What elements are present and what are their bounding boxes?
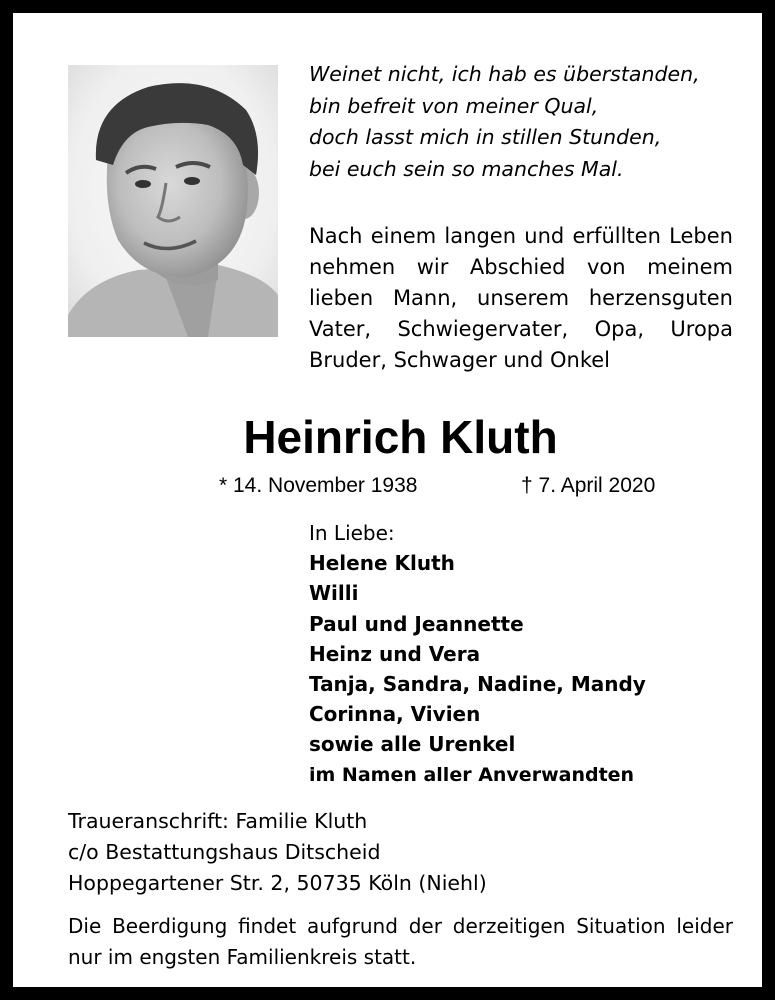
notice-line: Die Beerdigung findet aufgrund der derzeitigen Situation leider	[68, 914, 733, 938]
family-member: Corinna, Vivien	[309, 702, 481, 727]
poem-line: Weinet nicht, ich hab es überstanden,	[309, 62, 700, 86]
family-member: Willi	[309, 581, 359, 606]
deceased-name: Heinrich Kluth	[243, 411, 558, 463]
family-member: Heinz und Vera	[309, 641, 481, 666]
address-line: Traueranschrift: Familie Kluth	[68, 809, 368, 833]
family-member: Paul und Jeannette	[309, 611, 524, 636]
portrait-illustration	[68, 65, 278, 337]
farewell-line: Nach einem langen und erfüllten Leben	[309, 224, 733, 248]
family-signatures	[309, 518, 646, 790]
birth-date: * 14. November 1938	[219, 474, 418, 497]
farewell-line: Bruder, Schwager und Onkel	[309, 348, 611, 372]
family-member: Tanja, Sandra, Nadine, Mandy	[309, 672, 646, 697]
poem-line: doch lasst mich in stillen Stunden,	[309, 125, 662, 149]
family-heading: In Liebe:	[309, 521, 395, 545]
mourning-address	[68, 806, 487, 899]
farewell-line: nehmen wir Abschied von meinem	[309, 255, 733, 279]
funeral-notice	[68, 911, 733, 973]
family-member: sowie alle Urenkel	[309, 732, 516, 757]
poem-line: bei euch sein so manches Mal.	[309, 156, 624, 181]
death-date: † 7. April 2020	[521, 474, 656, 497]
portrait-photo	[68, 65, 278, 337]
address-line: c/o Bestattungshaus Ditscheid	[68, 840, 381, 864]
notice-line: nur im engsten Familienkreis statt.	[68, 945, 417, 969]
farewell-text	[309, 221, 733, 376]
address-line: Hoppegartener Str. 2, 50735 Köln (Niehl)	[68, 871, 487, 895]
memorial-poem	[309, 59, 739, 185]
poem-line: bin befreit von meiner Qual,	[309, 93, 599, 118]
farewell-line: lieben Mann, unserem herzensguten	[309, 286, 733, 310]
farewell-line: Vater, Schwiegervater, Opa, Uropa	[309, 317, 733, 341]
family-closing: im Namen aller Anverwandten	[309, 763, 635, 786]
family-member: Helene Kluth	[309, 551, 455, 576]
